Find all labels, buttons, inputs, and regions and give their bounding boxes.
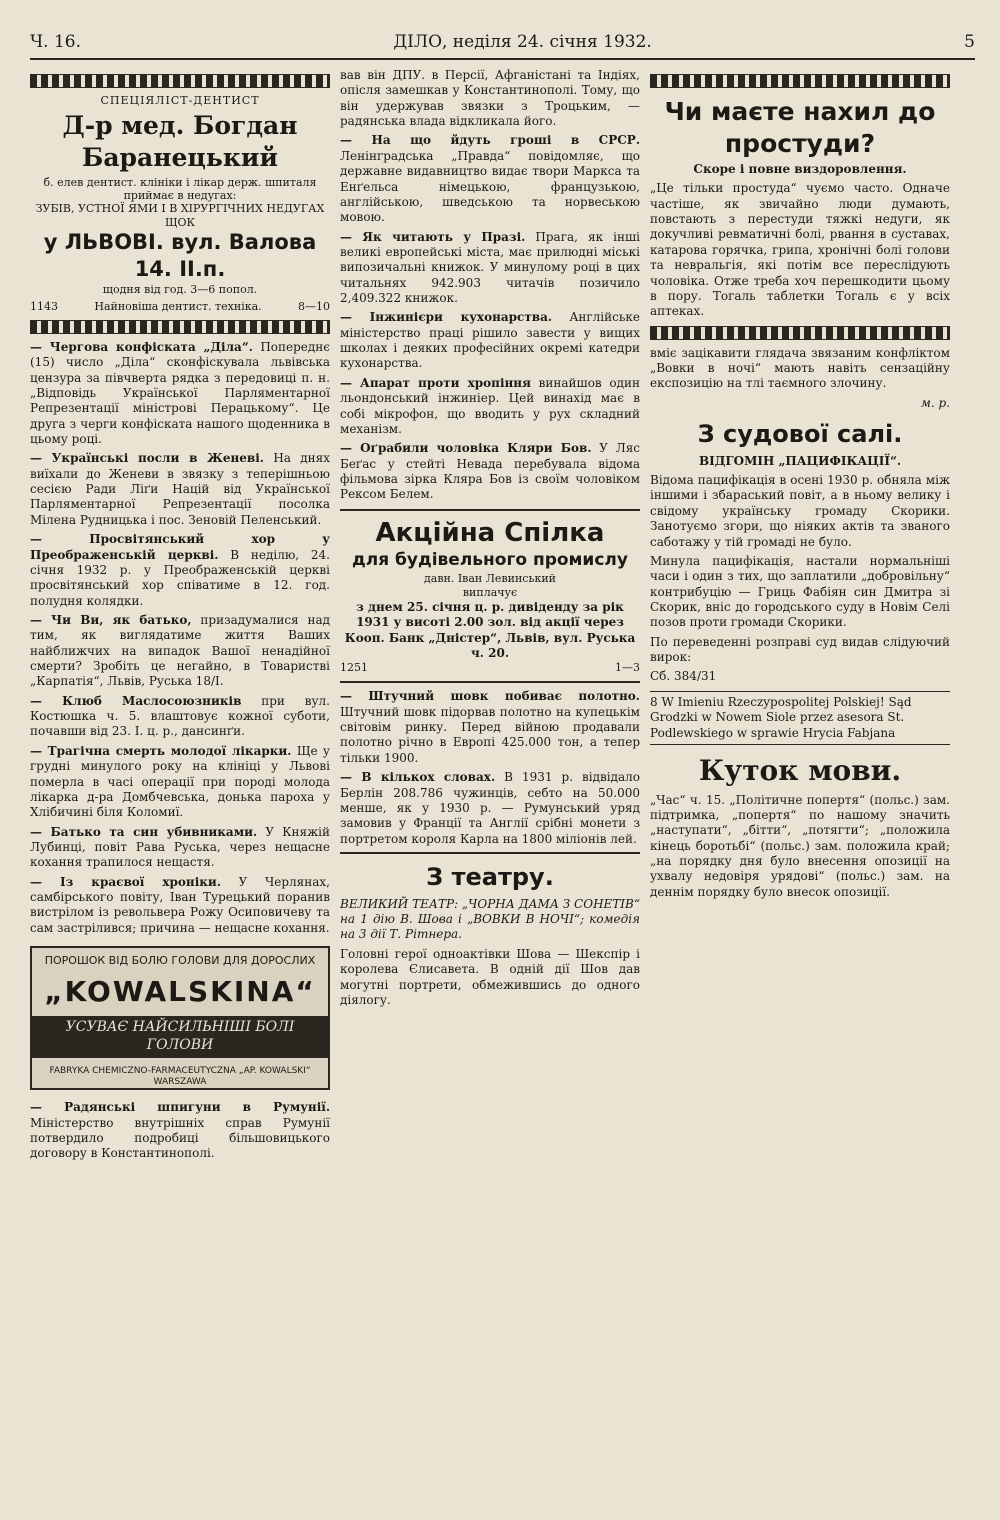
ornament-divider — [30, 74, 330, 88]
theatre-text: Головні герої одноактівки Шова — Шекспір і королева Єлисавета. В одній дії Шов дав могутні портрети, обмежившись до одного діялогу. — [340, 946, 640, 1007]
court-subheading: ВІДГОМІН „ПАЦИФІКАЦІЇ“. — [698, 453, 902, 468]
news-item: — Оґрабили чоловіка Кляри Бов. У Ляс Беґас у стейті Невада перебувала відома фільмова зірка Кляра Бов із своїм чоловіком Рексом Белем. — [340, 441, 640, 502]
ornament-divider — [650, 74, 950, 88]
news-item: — Із краєвої хроніки. У Черлянах, самбірського повіту, Іван Турецький поранив вистрілом із револьвера Рожу Осиповичеву та сам застрілився; причина — нещасне кохання. — [30, 874, 330, 935]
news-item: — В кількох словах. В 1931 р. відвідало Берлін 208.786 чужинців, себто на 50.000 менше, як у 1930 р. — Румунський уряд замовив у Франції та Англії срібні монети з портретом короля Карла на 1800 міліонів лей. — [340, 770, 640, 846]
kutok-text: „Час“ ч. 15. „Політичне попертя“ (польс.) зам. підтримка, „попертя“ по нашому значить „наступати“, „бітти“, „потягти“; „положила кінець боротьбі“ (польс.) зам. положила край; „на порядку дня було внесення опозиції на ухвалу недовіря урядові“ (польс.) зам. на деннім порядку було внесок опозиції. — [650, 792, 950, 899]
spilka-ad-text: з днем 25. січня ц. р. дивіденду за рік 1931 у висоті 2.00 зол. від акції через Кооп. Банк „Дністер“, Львів, вул. Руська ч. 20. — [344, 599, 636, 660]
spilka-ad-id: 1251 — [340, 661, 368, 675]
news-item: — Батько та син убивниками. У Княжій Лубинці, повіт Рава Руська, через нещасне кохання трапилося нещастя. — [30, 824, 330, 870]
spilka-ad-range: 1—3 — [615, 661, 640, 675]
kowalskina-ad-brand: „KOWALSKINA“ — [44, 975, 316, 1009]
ornament-divider — [650, 326, 950, 340]
theatre-intro: ВЕЛИКИЙ ТЕАТР: „ЧОРНА ДАМА З СОНЕТІВ“ на 1 дію В. Шова і „ВОВКИ В НОЧІ“; комедія на 3 дії Т. Рітнера. — [340, 896, 640, 942]
kowalskina-ad — [30, 946, 330, 1090]
news-item: — Інжинієри кухонарства. Англійське міністерство праці рішило завести у вищих школах і деяких професійних окремі катедри кухонарства. — [340, 310, 640, 371]
court-legal-text: 8 W Imieniu Rzeczypospolitej Polskiej! Sąd Grodzki w Nowem Siole przez asesora St. Podlewskiego w sprawie Hrycia Fabjana — [650, 691, 950, 745]
court-heading: З судової салі. — [697, 420, 903, 449]
column-3 — [650, 68, 950, 1492]
ornament-divider — [30, 320, 330, 334]
dentist-ad-title: Д-р мед. Богдан Баранецький — [62, 111, 298, 173]
court-text: Відома пацифікація в осені 1930 р. обняла між іншими і збараський повіт, а в ньому велику і свідому українську громаду Скорики. Занотуємо згори, що ніяких актів та званого саботажу у тій громаді не було. — [650, 473, 950, 549]
news-item: — Трагічна смерть молодої лікарки. Ще у грудні минулого року на клініці у Львові померла в часі операції при породі молода лікарка д-ра Домбчевська, донька пароха у Хлібичині біля Коломиї. — [30, 743, 330, 820]
page-header — [30, 26, 975, 60]
cold-ad-text: „Це тільки простуда“ чуємо часто. Одначе частіше, як звичайно люди думають, повстають з перестуди тяжкі недуги, як докучливі ревматичні болі, рвання в суставах, катарова горячка, грипа, хронічні болі голови та невральгія, які потім все переслідують чоловіка. Отже треба хоч перешкодити цьому в пору. Тогаль таблетки Тогаль є у всіх аптеках. — [650, 181, 950, 319]
theatre-continuation: вміє зацікавити глядача звязаним конфліктом „Вовки в ночі“ мають навіть сензаційну експозицію на тлі таємного злочину. — [650, 345, 950, 391]
cold-ad-subheading: Скоре і повне виздоровлення. — [693, 162, 907, 176]
court-text-2: Минула пацифікація, настали нормальніші часи і один з тих, що заплатили „добровільну“ контрибуцію — Гриць Фабіян син Дмитра зі Скорик, вніс до городського суду в Новім Селі позов проти громади Скорики. — [650, 553, 950, 630]
news-item: — Просвітянський хор у Преображенській церкві. В неділю, 24. січня 1932 р. у Преображенській церкві просвітянський хор співатиме в 12. год. полудня колядки. — [30, 532, 330, 608]
news-item: — Радянські шпигуни в Румунії. Міністерство внутрішніх справ Румунії потвердило подробиці більшовицького договору в Константинополі. — [30, 1100, 330, 1161]
news-item: — Чи Ви, як батько, призадумалися над тим, як виглядатиме життя Ваших найближчих на випадок Вашої ненадійної смерти? Зробіть це негайно, в Товаристві „Карпатія“, Львів, Руська 18/І. — [30, 612, 330, 689]
spilka-ad — [340, 509, 640, 684]
spilka-ad-subtitle: для будівельного промислу — [352, 549, 628, 570]
kowalskina-ad-maker: FABRYKA CHEMICZNO-FARMACEUTYCZNA „AP. KOWALSKI“ WARSZAWA — [49, 1065, 311, 1088]
news-item: — Українські посли в Женеві. На днях виїхали до Женеви в звязку з теперішньою сесією Ради Ліґи Націй від Української Парляментарної Репрезентації посолка Мілена Рудницька і пос. Зеновій Пеленський. — [30, 451, 330, 527]
theatre-heading: З театру. — [426, 862, 554, 891]
spilka-ad-pays: виплачує — [462, 585, 518, 599]
kutok-heading: Куток мови. — [698, 753, 902, 787]
court-verdict: По переведенні розправі суд видав слідуючий вирок: — [650, 634, 950, 665]
kowalskina-ad-top: ПОРОШОК ВІД БОЛЮ ГОЛОВИ ДЛЯ ДОРОСЛИХ — [44, 954, 316, 968]
kowalskina-ad-slogan: УСУВАЄ НАЙСИЛЬНІШІ БОЛІ ГОЛОВИ — [32, 1016, 328, 1058]
signature: м. р. — [920, 395, 950, 410]
issue-number: Ч. 16. — [30, 32, 81, 52]
dentist-ad-id: 1143 — [30, 299, 58, 313]
news-item: — Клюб Маслосоюзників при вул. Костюшка ч. 5. влаштовує кожної суботи, почавши від 23. І. ц. р., дансинґи. — [30, 693, 330, 739]
news-item: — Апарат проти хропіння винайшов один льондонський інжиніер. Цей винахід має в собі мікрофон, що вводить у рух складний механізм. — [340, 375, 640, 436]
news-item: — Чергова конфіската „Діла“. Попереднє (15) число „Діла“ сконфіскувала львівська цензура за півчверта рядка з передовиці п. н. „Відповідь Української Парляментарної Репрезентації міністрові Перацькому“. Це друга з черги конфіската нашого щоденника в цьому році. — [30, 339, 330, 446]
column-2 — [340, 68, 640, 1492]
news-item: вав він ДПУ. в Персії, Афганістані та Індіях, опісля замешкав у Константинополі. Тому, що він удержував звязки з Троцьким, — радянська влада відкликала його. — [340, 68, 640, 129]
column-1 — [30, 68, 330, 1492]
divider — [340, 852, 640, 854]
news-item: — Штучний шовк побиває полотно. Штучний шовк підорвав полотно на купецькім світовім ринку. Перед війною продавали полотно річно в Европі 425.000 тон, а тепер тільки 1900. — [340, 689, 640, 765]
dentist-ad-tech: Найновіша дентист. техніка. — [94, 299, 262, 313]
news-item: — Як читають у Празі. Прага, як інші великі европейські міста, має прилюдні міські випозичальні книжок. У минулому році в цих читальнях 942.903 читачів позичило 2,409.322 книжок. — [340, 229, 640, 306]
dentist-ad-services: ЗУБІВ, УСТНОЇ ЯМИ І В ХІРУРГІЧНИХ НЕДУГАХ ЩОК — [35, 202, 325, 229]
cold-ad-heading: Чи маєте нахил до простуди? — [664, 97, 936, 158]
court-case-number: Сб. 384/31 — [650, 669, 717, 684]
dentist-ad-desc: б. елев дентист. клініки і лікар держ. шпиталя приймає в недугах: — [43, 176, 317, 203]
spilka-ad-formerly: давн. Іван Левинський — [423, 571, 556, 585]
page-number: 5 — [964, 32, 975, 52]
dentist-ad — [30, 94, 330, 314]
spilka-ad-title: Акційна Спілка — [375, 517, 605, 548]
dentist-ad-label: СПЕЦІЯЛІСТ-ДЕНТИСТ — [100, 94, 260, 107]
masthead-date: ДІЛО, неділя 24. січня 1932. — [393, 32, 652, 52]
dentist-ad-hours: щодня від год. 3—6 попол. — [102, 282, 258, 296]
dentist-ad-address: у ЛЬВОВІ. вул. Валова 14. ІІ.п. — [43, 229, 317, 281]
dentist-ad-range: 8—10 — [298, 299, 330, 313]
news-item: — На що йдуть гроші в СРСР. Ленінградська „Правда“ повідомляє, що державне видавництво видає твори Маркса та Енґельса німецькою, французькою, англійською, шведською та норвеською мовою. — [340, 133, 640, 225]
